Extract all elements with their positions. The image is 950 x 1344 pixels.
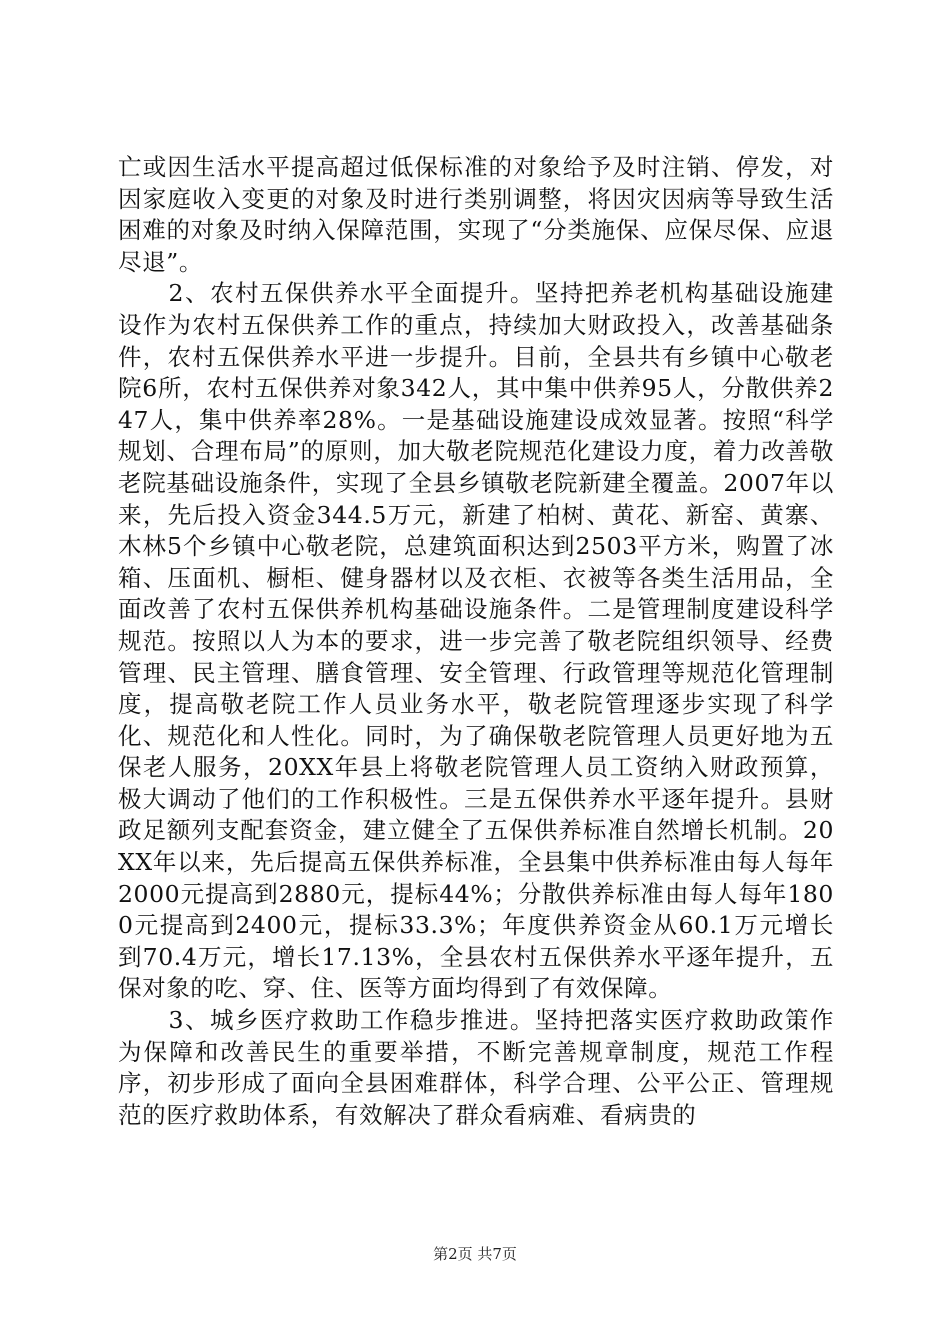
document-body [118, 152, 834, 1131]
paragraph-rural-five-guarantee: 2、农村五保供养水平全面提升。坚持把养老机构基础设施建设作为农村五保供养工作的重点，持续加大财政投入，改善基础条件，农村五保供养水平进一步提升。目前，全县共有乡镇中心敬老院6所，农村五保供养对象342人，其中集中供养95人，分散供养247人，集中供养率28%。一是基础设施建设成效显著。按照“科学规划、合理布局”的原则，加大敬老院规范化建设力度，着力改善敬老院基础设施条件，实现了全县乡镇敬老院新建全覆盖。2007年以来，先后投入资金344.5万元，新建了柏树、黄花、新窑、黄寨、木林5个乡镇中心敬老院，总建筑面积达到2503平方米，购置了冰箱、压面机、橱柜、健身器材以及衣柜、衣被等各类生活用品，全面改善了农村五保供养机构基础设施条件。二是管理制度建设科学规范。按照以人为本的要求，进一步完善了敬老院组织领导、经费管理、民主管理、膳食管理、安全管理、行政管理等规范化管理制度，提高敬老院工作人员业务水平，敬老院管理逐步实现了科学化、规范化和人性化。同时，为了确保敬老院管理人员更好地为五保老人服务，20XX年县上将敬老院管理人员工资纳入财政预算，极大调动了他们的工作积极性。三是五保供养水平逐年提升。县财政足额列支配套资金，建立健全了五保供养标准自然增长机制。20XX年以来，先后提高五保供养标准，全县集中供养标准由每人每年2000元提高到2880元，提标44%；分散供养标准由每人每年1800元提高到2400元，提标33.3%；年度供养资金从60.1万元增长到70.4万元，增长17.13%，全县农村五保供养水平逐年提升，五保对象的吃、穿、住、医等方面均得到了有效保障。 [118, 279, 834, 1003]
paragraph-medical-assistance: 3、城乡医疗救助工作稳步推进。坚持把落实医疗救助政策作为保障和改善民生的重要举措，不断完善规章制度，规范工作程序，初步形成了面向全县困难群体，科学合理、公平公正、管理规范的医疗救助体系，有效解决了群众看病难、看病贵的 [118, 1006, 834, 1129]
page-number-footer: 第2页 共7页 [433, 1245, 517, 1263]
paragraph-continuation: 亡或因生活水平提高超过低保标准的对象给予及时注销、停发，对因家庭收入变更的对象及时进行类别调整，将因灾因病等导致生活困难的对象及时纳入保障范围，实现了“分类施保、应保尽保、应退尽退”。 [118, 153, 834, 276]
